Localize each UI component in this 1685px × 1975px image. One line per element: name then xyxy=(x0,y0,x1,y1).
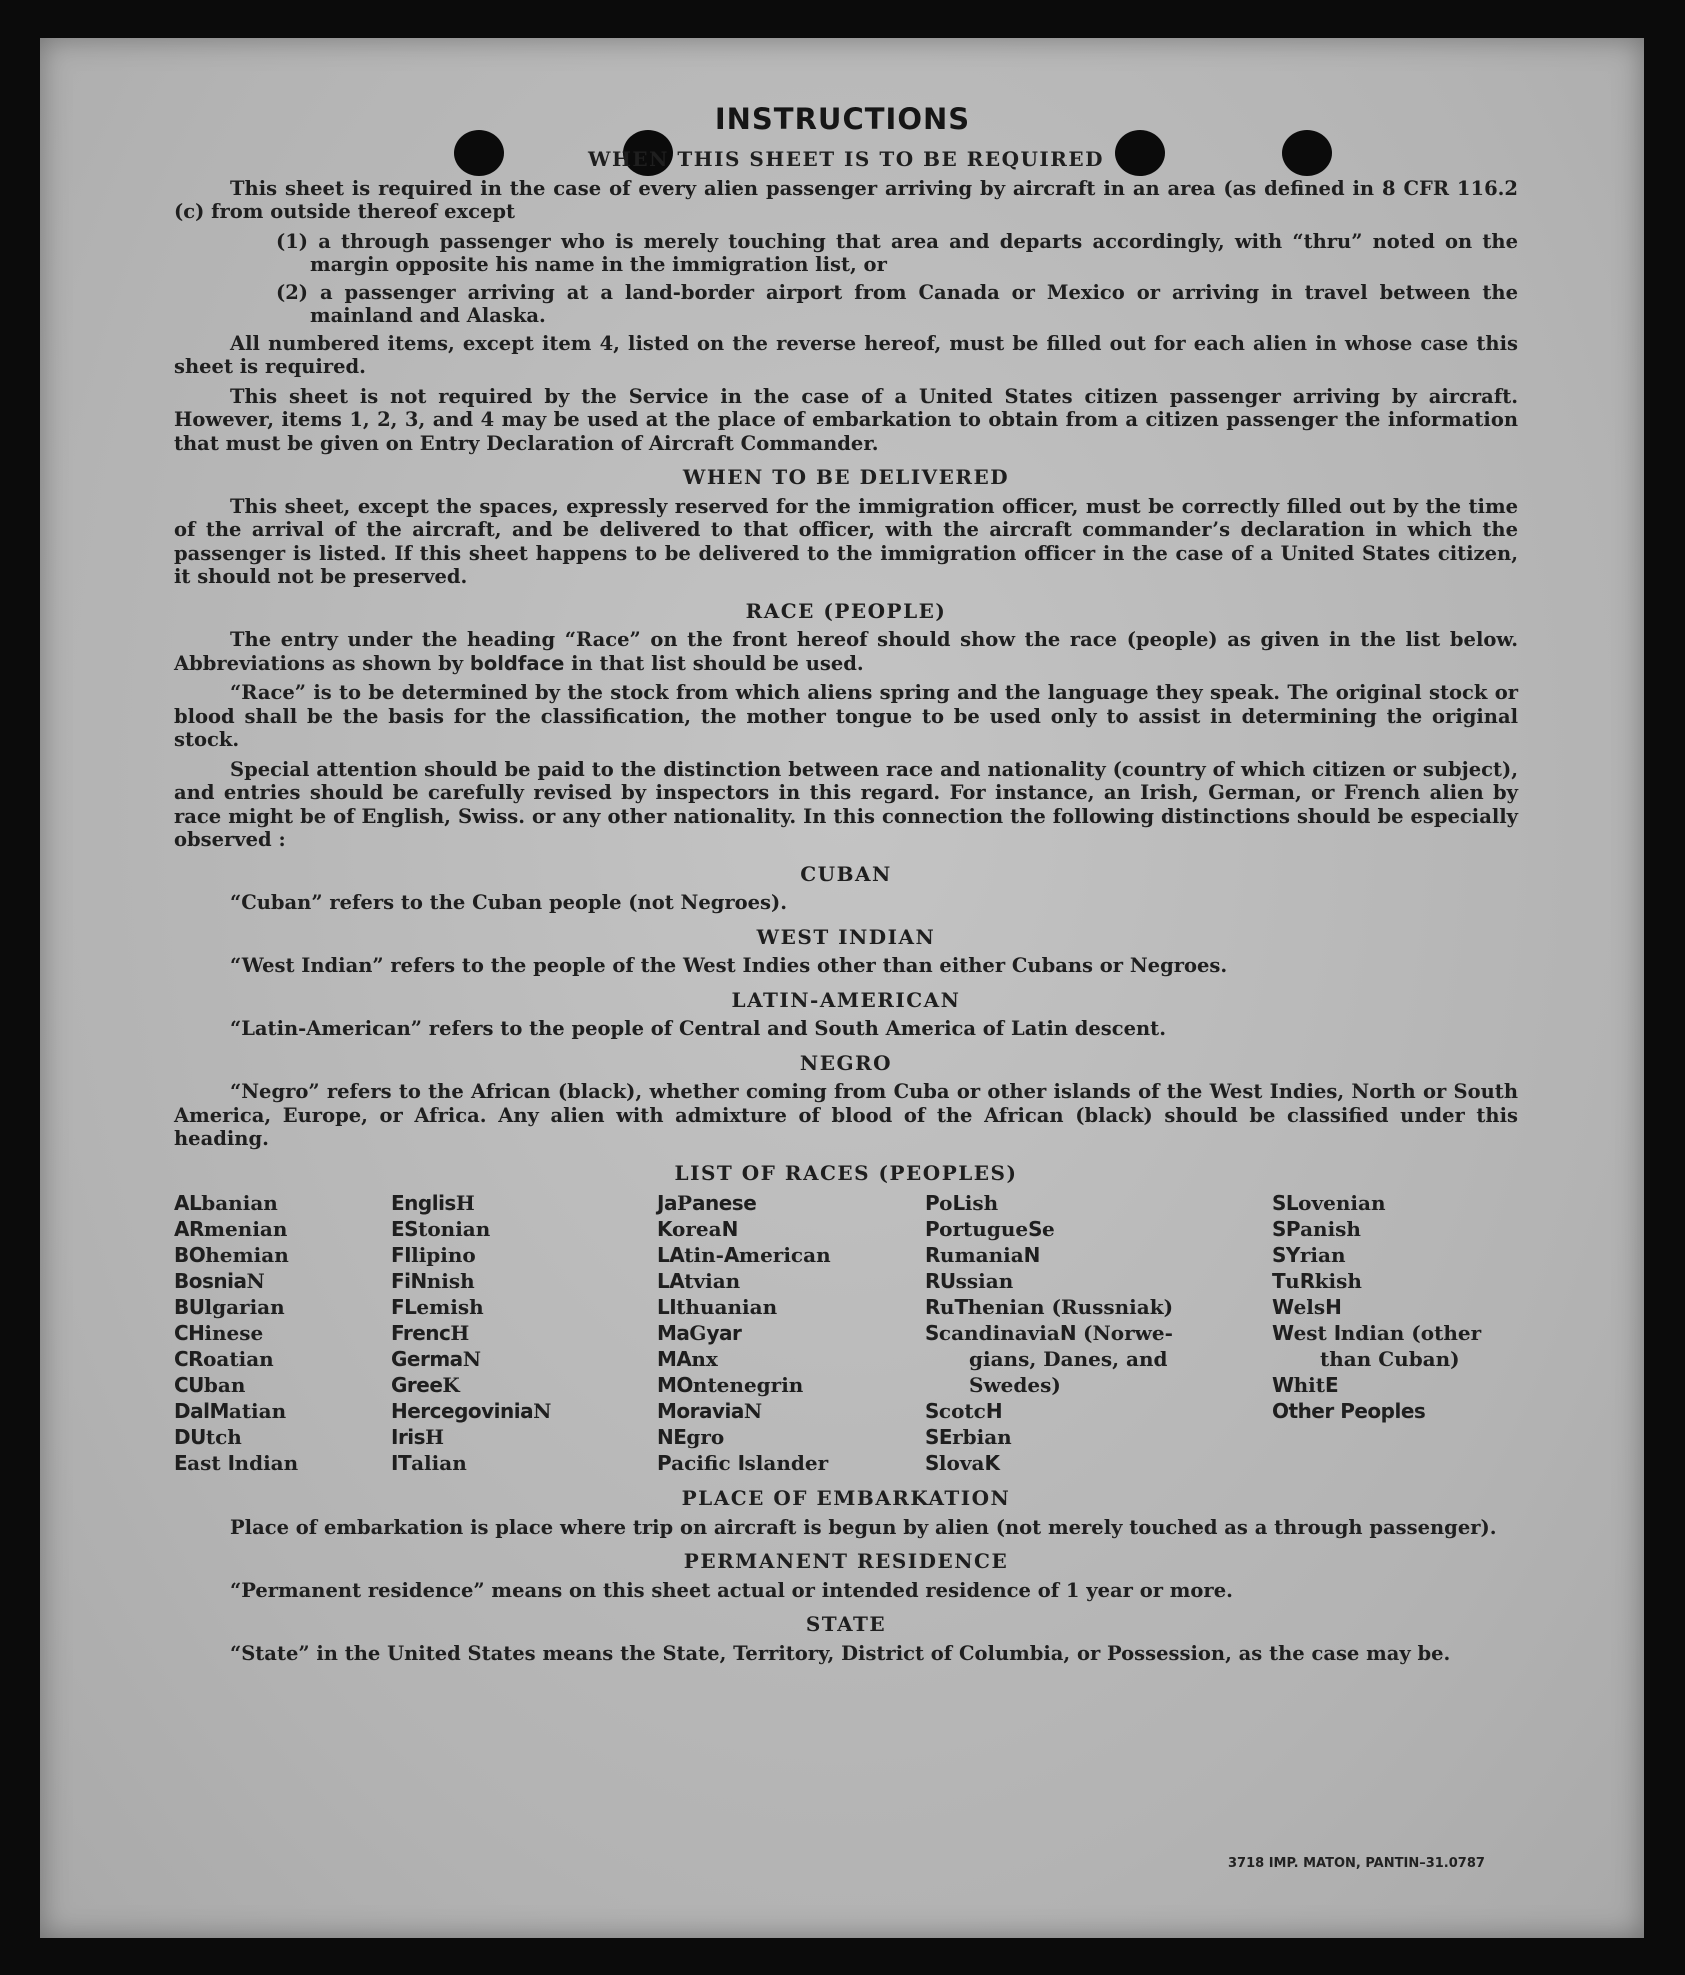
printer-code: 3718 IMP. MATON, PANTIN–31.0787 xyxy=(1228,1856,1485,1871)
paragraph: This sheet, except the spaces, expressly reserved for the immigration officer, must be correctly filled out by the time of the arrival of the aircraft, and be delivered to that officer, with the aircraft commander’s declaration in which the passenger is listed. If this sheet happens to be delivered to the immigration officer in the case of a United States citizen, it should not be preserved. xyxy=(174,494,1518,588)
race-entry: BUlgarian xyxy=(174,1295,285,1319)
paragraph: “Latin-American” refers to the people of Central and South America of Latin descent. xyxy=(230,1017,1166,1040)
exception-item: (2) a passenger arriving at a land-border airport from Canada or Mexico or arriving in travel between the mainland and Alaska. xyxy=(276,280,1518,327)
paragraph: This sheet is not required by the Service in the case of a United States citizen passenger arriving by aircraft. However, items 1, 2, 3, and 4 may be used at the place of embarkation to obtain from a citizen passenger the information that must be given on Entry Declaration of Aircraft Commander. xyxy=(174,384,1518,455)
paragraph xyxy=(174,628,1518,675)
race-entry: than Cuban) xyxy=(1320,1347,1460,1371)
race-entry: MoraviaN xyxy=(657,1399,763,1423)
instructions-body xyxy=(174,148,1518,1671)
race-entry: FiNnish xyxy=(391,1269,475,1293)
race-entry: DalMatian xyxy=(174,1399,287,1423)
race-entry: ALbanian xyxy=(174,1191,278,1215)
race-entry: HercegoviniaN xyxy=(391,1399,552,1423)
section-heading: LIST OF RACES (PEOPLES) xyxy=(674,1160,1018,1185)
race-entry: MaGyar xyxy=(657,1321,742,1345)
race-column xyxy=(657,1190,925,1476)
race-entry: WhitE xyxy=(1272,1373,1339,1397)
race-entry: FIlipino xyxy=(391,1243,476,1267)
paragraph: All numbered items, except item 4, listed on the reverse hereof, must be filled out for each alien in whose case this sheet is required. xyxy=(174,331,1518,378)
race-entry: MAnx xyxy=(657,1347,718,1371)
race-column xyxy=(391,1190,657,1476)
race-entry: FLemish xyxy=(391,1295,484,1319)
race-column xyxy=(1272,1190,1518,1476)
race-entry: SPanish xyxy=(1272,1217,1361,1241)
race-entry: SlovaK xyxy=(925,1451,1000,1475)
race-entry: MOntenegrin xyxy=(657,1373,804,1397)
race-column xyxy=(174,1190,391,1476)
race-entry: gians, Danes, and xyxy=(969,1347,1168,1371)
race-entry: NEgro xyxy=(657,1425,725,1449)
race-entry: ARmenian xyxy=(174,1217,288,1241)
paragraph: “State” in the United States means the State, Territory, District of Columbia, or Possession, as the case may be. xyxy=(230,1641,1451,1665)
section-heading: WHEN TO BE DELIVERED xyxy=(682,465,1010,489)
boldface-word: boldface xyxy=(469,651,565,675)
race-entry: Swedes) xyxy=(969,1373,1061,1397)
race-entry: LAtin-American xyxy=(657,1243,831,1267)
race-entry: Other Peoples xyxy=(1272,1399,1426,1423)
race-entry: SLovenian xyxy=(1272,1191,1386,1215)
race-entry: BosniaN xyxy=(174,1269,265,1293)
race-entry: ScandinaviaN (Norwe- xyxy=(925,1321,1173,1345)
race-entry: LIthuanian xyxy=(657,1295,778,1319)
section-heading: LATIN-AMERICAN xyxy=(731,987,961,1012)
section-heading: RACE (PEOPLE) xyxy=(745,598,947,623)
race-entry: RumaniaN xyxy=(925,1243,1040,1267)
race-list xyxy=(174,1190,1518,1476)
race-entry: IrisH xyxy=(391,1425,444,1449)
race-entry: BOhemian xyxy=(174,1243,289,1267)
paragraph: “Permanent residence” means on this sheet actual or intended residence of 1 year or more. xyxy=(230,1578,1233,1602)
race-entry: JaPanese xyxy=(657,1191,757,1215)
race-entry: West Indian (other xyxy=(1272,1321,1482,1345)
section-heading: CUBAN xyxy=(800,861,892,886)
paragraph: Place of embarkation is place where trip on aircraft is begun by alien (not merely touched as a through passenger). xyxy=(230,1515,1497,1539)
race-column xyxy=(925,1190,1272,1476)
race-entry: CUban xyxy=(174,1373,246,1397)
race-entry: ITalian xyxy=(391,1451,467,1475)
race-entry: Pacific Islander xyxy=(657,1451,829,1475)
paragraph: “Cuban” refers to the Cuban people (not Negroes). xyxy=(230,891,788,914)
race-entry: CRoatian xyxy=(174,1347,274,1371)
section-heading: WEST INDIAN xyxy=(756,924,936,949)
race-entry: ScotcH xyxy=(925,1399,1003,1423)
race-entry: EnglisH xyxy=(391,1191,475,1215)
paragraph: Special attention should be paid to the distinction between race and nationality (country of which citizen or subject), and entries should be carefully revised by inspectors in this regard. For instance, an Irish, German, or French alien by race might be of English, Swiss. or any other nationality. In this connection the following distinctions should be especially observed : xyxy=(174,757,1518,851)
section-heading: WHEN THIS SHEET IS TO BE REQUIRED xyxy=(588,147,1104,171)
race-entry: East Indian xyxy=(174,1451,299,1475)
race-entry: LAtvian xyxy=(657,1269,741,1293)
race-entry: SErbian xyxy=(925,1425,1012,1449)
race-entry: RUssian xyxy=(925,1269,1014,1293)
page-title: INSTRUCTIONS xyxy=(714,102,971,136)
section-heading: PERMANENT RESIDENCE xyxy=(683,1549,1009,1573)
race-entry: FrencH xyxy=(391,1321,470,1345)
text-run: in that list should be used. xyxy=(564,651,864,675)
paragraph: “Race” is to be determined by the stock from which aliens spring and the language they speak. The original stock or blood shall be the basis for the classification, the mother tongue to be used only to assist in determining the original stock. xyxy=(174,681,1518,751)
text-run: The entry under the heading “Race” on the front hereof should show the race (people) as given in the list below. Abbreviations as shown by xyxy=(174,628,1518,675)
race-entry: RuThenian (Russniak) xyxy=(925,1295,1174,1319)
paragraph: “West Indian” refers to the people of the West Indies other than either Cubans or Negroes. xyxy=(230,954,1228,977)
race-entry: GermaN xyxy=(391,1347,481,1371)
section-heading: PLACE OF EMBARKATION xyxy=(681,1486,1011,1510)
race-entry: PoLish xyxy=(925,1191,999,1215)
race-entry: WelsH xyxy=(1272,1295,1342,1319)
race-entry: GreeK xyxy=(391,1373,460,1397)
race-entry: CHinese xyxy=(174,1321,264,1345)
race-entry: EStonian xyxy=(391,1217,491,1241)
paragraph: “Negro” refers to the African (black), whether coming from Cuba or other islands of the West Indies, North or South America, Europe, or Africa. Any alien with admixture of blood of the African (black) should be classified under this heading. xyxy=(174,1080,1518,1150)
race-entry: KoreaN xyxy=(657,1217,738,1241)
race-entry: PortugueSe xyxy=(925,1217,1055,1241)
race-entry: TuRkish xyxy=(1272,1269,1362,1293)
paragraph: This sheet is required in the case of every alien passenger arriving by aircraft in an area (as defined in 8 CFR 116.2 (c) from outside thereof except xyxy=(174,176,1518,223)
section-heading: STATE xyxy=(805,1612,887,1636)
race-entry: DUtch xyxy=(174,1425,242,1449)
exception-item: (1) a through passenger who is merely touching that area and departs accordingly, with “thru” noted on the margin opposite his name in the immigration list, or xyxy=(276,229,1518,276)
race-entry: SYrian xyxy=(1272,1243,1346,1267)
section-heading: NEGRO xyxy=(799,1050,893,1075)
